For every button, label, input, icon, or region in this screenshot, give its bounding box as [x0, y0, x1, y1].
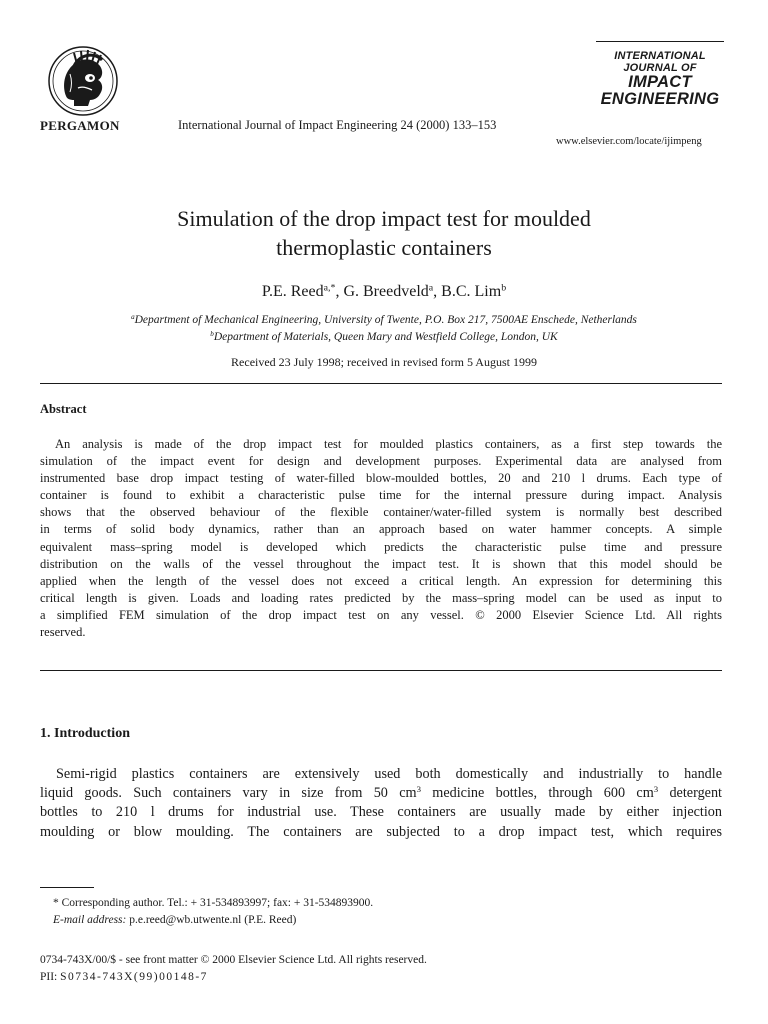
abstract-line: distribution on the walls of the vessel throughout the impact test. It is shown that this model should be: [40, 556, 722, 571]
footnote-divider: [40, 887, 94, 888]
pergamon-logo-icon: [44, 44, 122, 118]
author-list: P.E. Reed$^{a,*}$, G. Breedveld$^a$, B.C. Lim$^b$: [261, 282, 507, 300]
journal-logo-line: ENGINEERING: [600, 90, 720, 109]
affiliation: [40, 314, 728, 326]
received-dates: Received 23 July 1998; received in revised form 5 August 1999: [231, 355, 537, 369]
journal-logo: [592, 51, 728, 109]
pii-line: [40, 971, 208, 983]
introduction-body: [40, 765, 722, 842]
corresponding-author-footnote: * Corresponding author. Tel.: + 31-534893997; fax: + 31-534893900.: [53, 897, 374, 909]
body-line: Semi-rigid plastics containers are extensively used both domestically and industrially to handle: [56, 766, 722, 782]
author-affil-mark: b: [501, 282, 507, 294]
copyright-line: 0734-743X/00/$ - see front matter © 2000 Elsevier Science Ltd. All rights reserved.: [40, 954, 427, 966]
article-title: [40, 204, 728, 262]
journal-url-link[interactable]: www.elsevier.com/locate/ijimpeng: [556, 136, 702, 147]
abstract-line: equivalent mass–spring model is developed which predicts the characteristic pulse time and pressure: [40, 539, 722, 554]
abstract-top-divider: [40, 383, 722, 384]
publisher-name: PERGAMON: [40, 118, 120, 133]
journal-logo-rule: [596, 41, 724, 42]
body-text: liquid goods. Such containers vary in size from 50 cm: [40, 785, 417, 802]
journal-logo-line: INTERNATIONAL: [614, 50, 706, 62]
abstract-line: critical length is given. Loads and loading rates predicted by the mass–spring model can be used as input to: [40, 590, 722, 605]
journal-citation: International Journal of Impact Engineering 24 (2000) 133–153: [178, 118, 497, 132]
body-line: bottles to 210 l drums for industrial use. These containers are usually made by either injection: [40, 804, 722, 821]
affiliation-text: Department of Mechanical Engineering, University of Twente, P.O. Box 217, 7500AE Enschede, Netherlands: [134, 314, 637, 326]
pii-label: PII:: [40, 971, 61, 983]
body-text: detergent: [658, 785, 722, 802]
author-name: G. Breedveld: [343, 283, 429, 300]
affiliation: [40, 331, 728, 343]
author-name: P.E. Reed: [261, 283, 324, 300]
section-heading-introduction: 1. Introduction: [40, 726, 130, 741]
abstract-line: a simplified FEM simulation of the drop impact test on any vessel. © 2000 Elsevier Science Ltd. All rights: [40, 607, 722, 622]
email-footnote: [53, 914, 296, 926]
title-line: thermoplastic containers: [276, 235, 492, 260]
abstract-body: [40, 436, 722, 641]
affiliation-mark: a: [131, 313, 135, 322]
body-text: medicine bottles, through 600 cm: [420, 785, 654, 802]
abstract-bottom-divider: [40, 670, 722, 671]
body-line: [40, 784, 722, 803]
body-line: moulding or blow moulding. The containers are subjected to a drop impact test, which requires: [40, 823, 722, 840]
superscript: 3: [653, 784, 659, 795]
abstract-line: container is found to exhibit a characteristic pulse time for the internal pressure during impact. Analysis: [40, 488, 722, 503]
author-name: B.C. Lim: [441, 283, 502, 300]
author-affil-mark: a,*: [323, 282, 336, 294]
abstract-line: applied when the length of the vessel does not exceed a critical length. An expression for determining this: [40, 573, 722, 588]
abstract-line: in terms of solid body dynamics, rather than an approach based on water hammer concepts. A simple: [40, 522, 722, 537]
superscript: 3: [416, 784, 421, 795]
email-link[interactable]: p.e.reed@wb.utwente.nl (P.E. Reed): [126, 914, 297, 926]
pii-value: S0734-743X(99)00148-7: [60, 971, 208, 983]
abstract-line: instrumented base drop impact testing of water-filled blow-moulded bottles, 20 and 210 l drums. Each type of: [40, 471, 722, 486]
abstract-line: reserved.: [40, 625, 86, 640]
affiliation-mark: b: [210, 330, 214, 339]
author-affil-mark: a: [428, 282, 434, 294]
journal-logo-line: JOURNAL OF: [623, 61, 697, 74]
abstract-line: shows that the observed behaviour of the flexible container/water-filled system is normally best described: [40, 505, 722, 520]
affiliation-text: Department of Materials, Queen Mary and Westfield College, London, UK: [213, 331, 558, 343]
abstract-heading: Abstract: [40, 402, 87, 416]
abstract-line: An analysis is made of the drop impact test for moulded plastics containers, as a first step towards the: [55, 437, 722, 451]
title-line: Simulation of the drop impact test for moulded: [177, 206, 591, 231]
abstract-line: simulation of the impact event for design and development purposes. Experimental data are analysed from: [40, 454, 722, 469]
journal-logo-line: IMPACT: [628, 73, 692, 92]
email-label: E-mail address:: [53, 914, 127, 926]
